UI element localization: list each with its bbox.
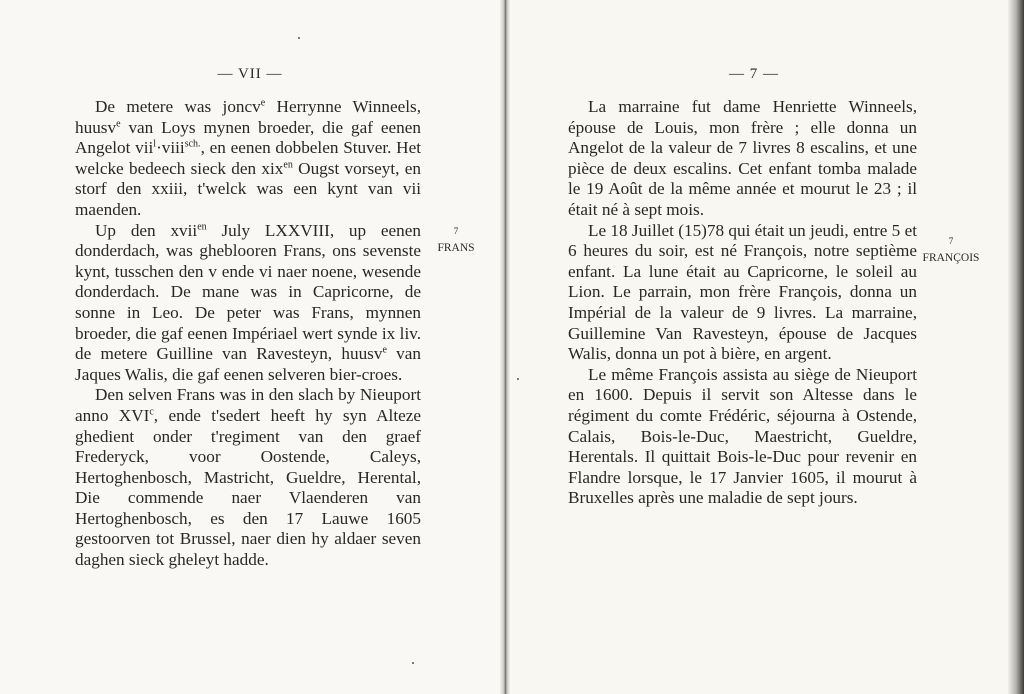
right-page-folio: — 7 — — [729, 66, 779, 82]
right-margin-note — [918, 234, 984, 268]
left-page-folio: — VII — — [217, 66, 283, 82]
book-gutter — [500, 0, 510, 694]
right-paragraph-3: Le même François assista au siège de Nieuport en 1600. Depuis il servit son Altesse dans le régiment du comte Frédéric, séjourna à Ostende, Calais, Bois-le-Duc, Maestricht, Gueldre, Herentals. Il quittait Bois-le-Duc pour revenir en Flandre lorsque, le 17 Janvier 1605, il mourut à Bruxelles après une maladie de sept jours. — [568, 364, 917, 508]
left-margin-number: 7 — [453, 226, 459, 236]
left-paragraph-1: De metere was joncv$^e$ Herrynne Winneels, huusv$^e$ van Loys mynen broeder, die gaf eenen Angelot vii$^l$·viii$^{sch.}$, en eenen dobbelen Stuver. Het welcke bedeech sieck den xix$^{en}$ Ougst vorseyt, en storf den xxiii, t'welck was een kynt van vii maenden. — [75, 97, 421, 219]
paper-speck — [517, 378, 519, 380]
right-margin-name: FRANÇOIS — [922, 252, 980, 264]
left-paragraph-2: Up den xvii$^{en}$ July LXXVIII, up eenen donderdach, was gheblooren Frans, ons sevenste kynt, tusschen den v ende vi naer noene, wesende donderdach. De mane was in Capricorne, de sonne in Leo. De peter was Frans, mynnen broeder, die gaf eenen Impériael wert synde ix liv. de metere Guilline van Ravesteyn, huusv$^e$ van Jaques Walis, die gaf eenen selveren bier-croes. — [75, 220, 421, 384]
left-paragraph-3: Den selven Frans was in den slach by Nieuport anno XVI$^c$, ende t'sedert heeft hy syn Alteze ghedient onder t'regiment van den graef Frederyck, voor Oostende, Caleys, Hertoghenbosch, Mastricht, Gueldre, Herental, Die commende naer Vlaenderen van Hertoghenbosch, es den 17 Lauwe 1605 gestoorven tot Brussel, naer dien hy aldaer seven daghen sieck gheleyt hadde. — [75, 385, 421, 570]
right-paragraph-1: La marraine fut dame Henriette Winneels, épouse de Louis, mon frère ; elle donna un Angelot de la valeur de 7 livres 8 escalins, et une pièce de deux escalins. Cet enfant tomba malade le 19 Août de la même année et mourut le 23 ; il était né à sept mois. — [568, 97, 917, 219]
right-margin-number: 7 — [948, 236, 954, 246]
left-margin-name: FRANS — [437, 242, 475, 254]
left-page-text — [75, 97, 421, 571]
paper-speck — [298, 37, 300, 39]
right-page-text — [568, 97, 917, 509]
right-paragraph-2: Le 18 Juillet (15)78 qui était un jeudi, entre 5 et 6 heures du soir, est né François, notre septième enfant. La lune était au Capricorne, le soleil au Lion. Le parrain, mon frère François, donna un Impérial de la valeur de 9 livres. La marraine, Guillemine Van Ravesteyn, épouse de Jacques Walis, donna un pot à bière, en argent. — [568, 220, 917, 364]
paper-speck — [412, 662, 414, 664]
left-margin-note — [436, 224, 476, 258]
page-edge-shadow — [1008, 0, 1024, 694]
